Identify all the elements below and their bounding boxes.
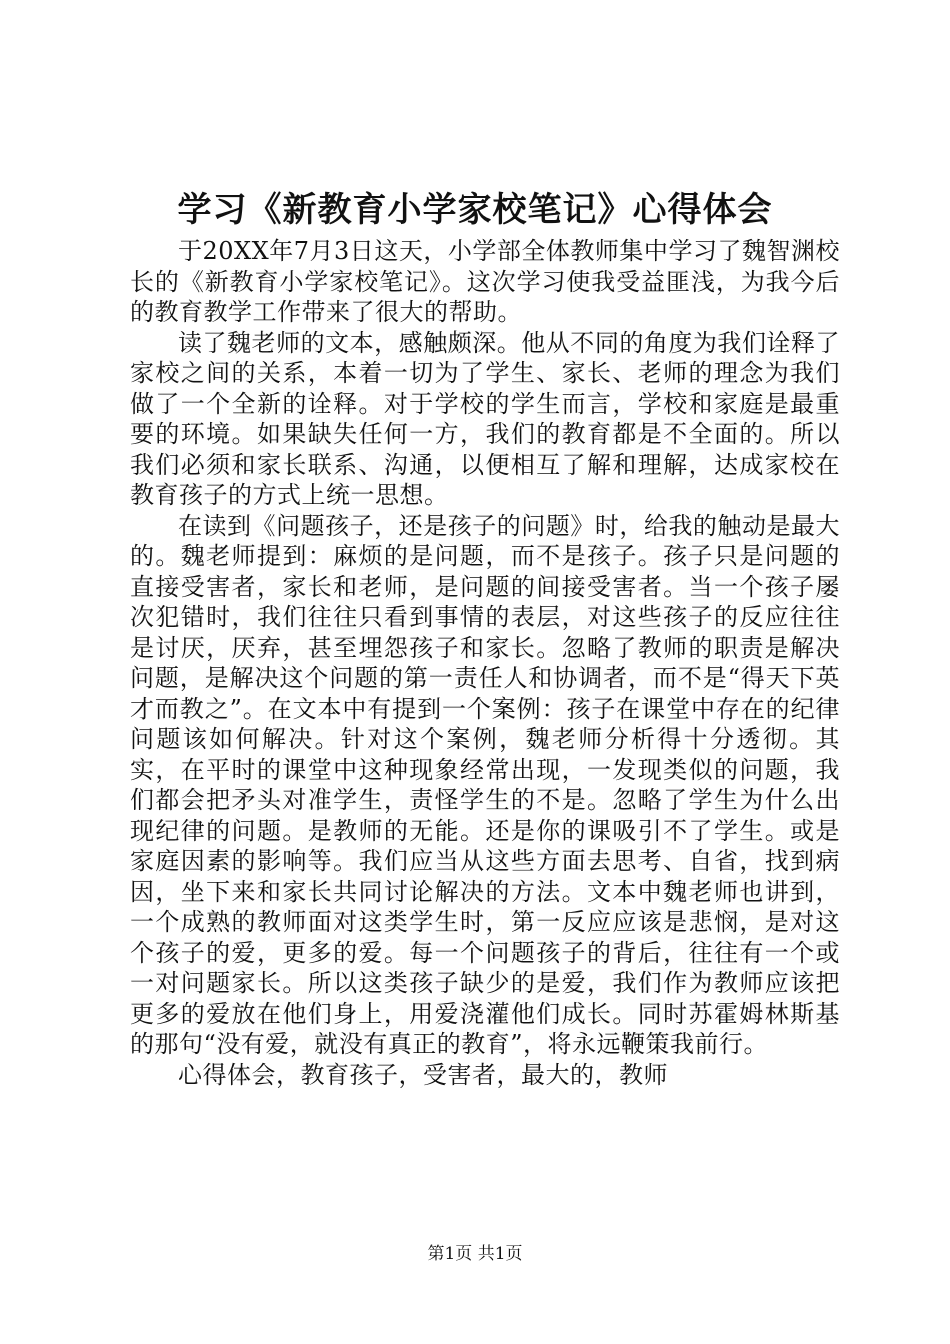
page-total: 共1页: [477, 1244, 523, 1264]
page-number: 第1页: [427, 1244, 473, 1264]
page-footer: [0, 1242, 950, 1266]
paragraph-problem-child: 在读到《问题孩子，还是孩子的问题》时，给我的触动是最大的。魏老师提到：麻烦的是问题，而不是孩子。孩子只是问题的直接受害者，家长和老师，是问题的间接受害者。当一个孩子屡次犯错时，我们往往只看到事情的表层，对这些孩子的反应往往是讨厌，厌弃，甚至埋怨孩子和家长。忽略了教师的职责是解决问题，是解决这个问题的第一责任人和协调者，而不是“得天下英才而教之”。在文本中有提到一个案例：孩子在课堂中存在的纪律问题该如何解决。针对这个案例，魏老师分析得十分透彻。其实，在平时的课堂中这种现象经常出现，一发现类似的问题，我们都会把矛头对准学生，责怪学生的不是。忽略了学生为什么出现纪律的问题。是教师的无能。还是你的课吸引不了学生。或是家庭因素的影响等。我们应当从这些方面去思考、自省，找到病因，坐下来和家长共同讨论解决的方法。文本中魏老师也讲到，一个成熟的教师面对这类学生时，第一反应应该是悲悯，是对这个孩子的爱，更多的爱。每一个问题孩子的背后，往往有一个或一对问题家长。所以这类孩子缺少的是爱，我们作为教师应该把更多的爱放在他们身上，用爱浇灌他们成长。同时苏霍姆林斯基的那句“没有爱，就没有真正的教育”，将永远鞭策我前行。: [130, 511, 840, 1058]
paragraph-keywords: 心得体会，教育孩子，受害者，最大的，教师: [178, 1060, 668, 1089]
paragraph-reading: 读了魏老师的文本，感触颇深。他从不同的角度为我们诠释了家校之间的关系，本着一切为了学生、家长、老师的理念为我们做了一个全新的诠释。对于学校的学生而言，学校和家庭是最重要的环境。如果缺失任何一方，我们的教育都是不全面的。所以我们必须和家长联系、沟通，以便相互了解和理解，达成家校在教育孩子的方式上统一思想。: [130, 328, 840, 509]
document-body: [130, 236, 840, 1090]
paragraph-intro: 于20XX年7月3日这天，小学部全体教师集中学习了魏智渊校长的《新教育小学家校笔记》。这次学习使我受益匪浅，为我今后的教育教学工作带来了很大的帮助。: [130, 237, 840, 326]
document-title: 学习《新教育小学家校笔记》心得体会: [177, 190, 773, 230]
